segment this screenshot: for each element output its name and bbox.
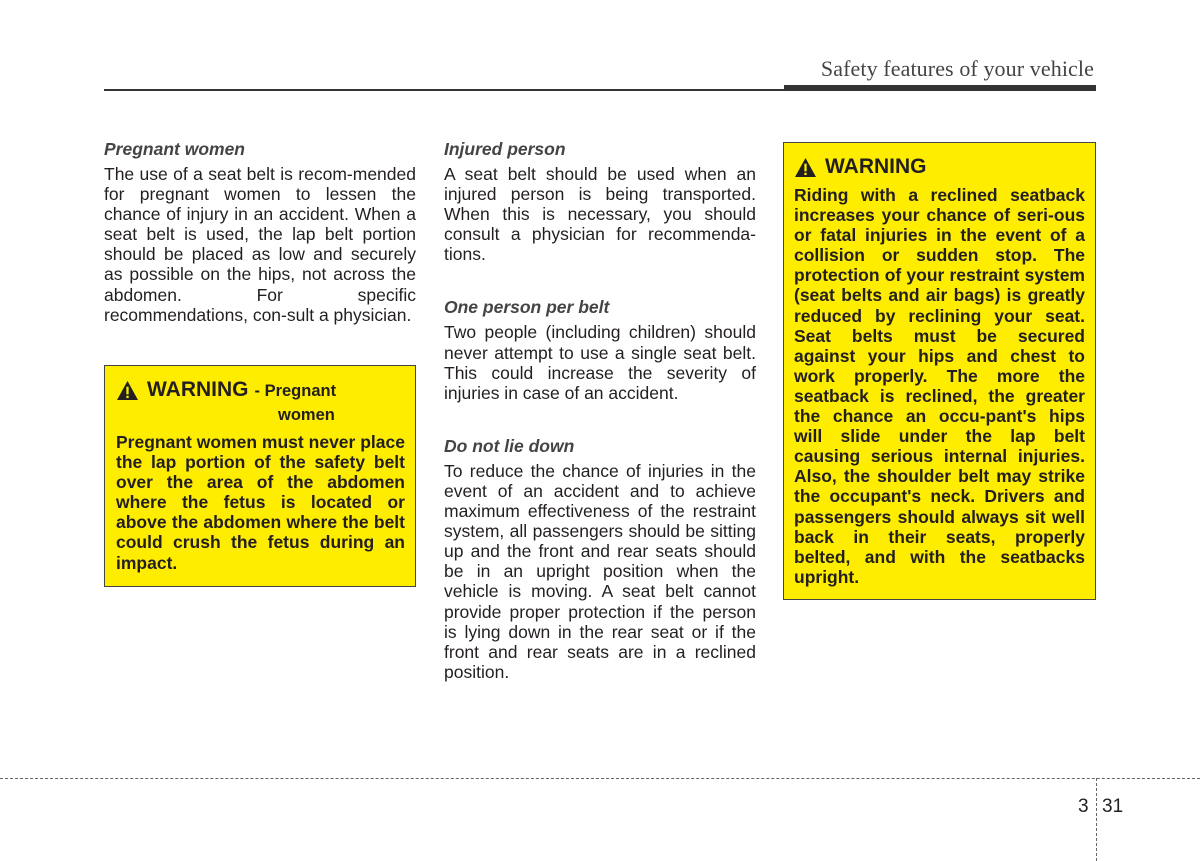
header-divider [104, 89, 784, 91]
warning-title [116, 378, 405, 402]
warning-text: Riding with a reclined seatback increases your chance of seri-ous or fatal injuries in the event of a collision or sudden stop. The protection of your restraint system (seat belts and air bags) is greatly reduced by reclining your seat. Seat belts must be secured against your hips and chest to work properly. The more the seatback is reclined, the greater the chance an occu-pant's hips will slide under the lap belt causing serious internal injuries. Also, the shoulder belt may strike the occupant's neck. Drivers and passengers should always sit well back in their seats, properly belted, and with the seatbacks upright. [794, 185, 1085, 587]
warning-label: WARNING [147, 378, 249, 401]
section-paragraph-injured-person: A seat belt should be used when an injured person is being transported. When this is necessary, you should consult a physician for recommenda-tions. [444, 164, 756, 265]
section-heading-one-person-per-belt: One person per belt [444, 297, 610, 318]
section-paragraph-one-person-per-belt: Two people (including children) should never attempt to use a single seat belt. This could increase the severity of injuries in case of an accident. [444, 322, 756, 403]
section-heading: Pregnant women [104, 139, 245, 159]
warning-sub-label-line2: women [278, 406, 335, 424]
warning-title [794, 155, 1085, 179]
section-paragraph: The use of a seat belt is recom-mended for pregnant women to lessen the chance of injury in an accident. When a seat belt is used, the lap belt portion should be placed as low and securely as possible on the hips, not across the abdomen. For specific recommendations, con-sult a physician. [104, 164, 416, 325]
warning-sub-label: - Pregnant [254, 382, 337, 400]
column-seat-belt-usage [444, 138, 756, 682]
warning-box-pregnant-women [104, 365, 416, 587]
warning-label: WARNING [825, 155, 927, 178]
footer-divider [0, 778, 1200, 779]
section-heading-do-not-lie-down: Do not lie down [444, 435, 575, 456]
page-header-title: Safety features of your vehicle [820, 56, 1094, 81]
section-paragraph-do-not-lie-down: To reduce the chance of injuries in the event of an accident and to achieve maximum effectiveness of the restraint system, all passengers should be sitting up and the front and rear seats should be in an upright position when the vehicle is moving. A seat belt cannot provide proper protection if the person is lying down in the rear seat or if the front and rear seats are in a reclined position. [444, 460, 756, 682]
column-pregnant-women [104, 138, 416, 325]
page-number: 31 [1102, 796, 1124, 817]
warning-triangle-icon [794, 157, 817, 178]
section-heading-injured-person: Injured person [444, 139, 566, 159]
header-divider-accent [784, 85, 1096, 91]
warning-box-reclined-seatback [783, 142, 1096, 600]
chapter-number: 3 [1078, 796, 1089, 817]
warning-triangle-icon [116, 380, 139, 401]
footer-vertical-divider [1096, 778, 1097, 861]
warning-text: Pregnant women must never place the lap portion of the safety belt over the area of the abdomen where the fetus is located or above the abdomen where the belt could crush the fetus during an impact. [116, 432, 405, 573]
